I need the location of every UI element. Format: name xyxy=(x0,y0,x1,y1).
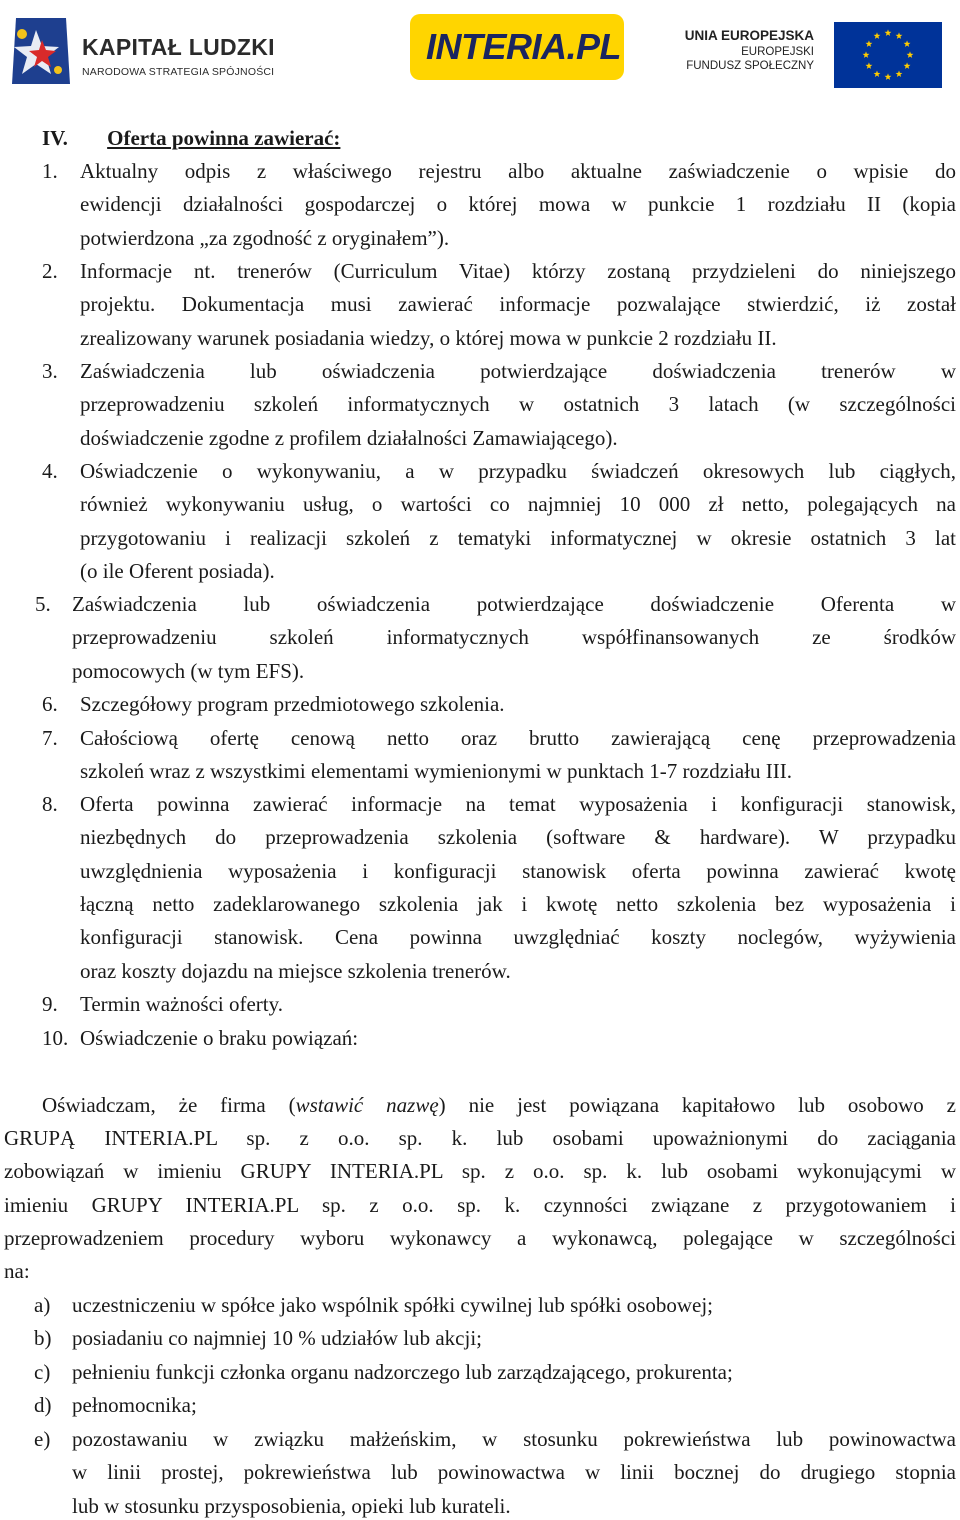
item-text-line: Aktualny odpis z właściwego rejestru albo aktualne zaświadczenie o wpisie do xyxy=(80,159,956,183)
item-number: 4. xyxy=(42,459,58,483)
sub-item-text-line: w linii prostej, pokrewieństwa lub powinowactwa w linii bocznej do drugiego stopnia xyxy=(72,1460,956,1485)
item-number: 7. xyxy=(42,726,58,750)
item-text-line: Oświadczenie o braku powiązań: xyxy=(80,1026,359,1050)
item-text-line: doświadczenie zgodne z profilem działalności Zamawiającego). xyxy=(80,425,618,450)
item-text-line: przeprowadzeniu szkoleń informatycznych współfinansowanych ze środków xyxy=(72,625,956,650)
item-number: 2. xyxy=(42,259,58,283)
item-text-line: Całościową ofertę cenową netto oraz brutto zawierającą cenę przeprowadzenia xyxy=(80,726,956,750)
item-text-line: szkoleń wraz z wszystkimi elementami wymienionymi w punktach 1-7 rozdziału III. xyxy=(80,759,793,784)
statement-text: Oświadczam, że firma ( xyxy=(42,1093,296,1117)
item-text-line: ewidencji działalności gospodarczej o której mowa w punkcie 1 rozdziału II (kopia xyxy=(80,192,956,217)
statement-placeholder: wstawić nazwę xyxy=(295,1093,439,1117)
item-text-line: (o ile Oferent posiada). xyxy=(80,558,275,583)
item-text-line: uwzględnienia wyposażenia i konfiguracji stanowisk oferta powinna zawierać kwotę xyxy=(80,858,956,883)
statement-first-line xyxy=(42,1091,956,1119)
statement-line: przeprowadzeniem procedury wyboru wykonawcy a wykonawcą, polegające w szczególności xyxy=(4,1225,956,1250)
item-text-line: przygotowaniu i realizacji szkoleń z tematyki informatycznej w okresie ostatnich 3 lat xyxy=(80,525,956,550)
item-number: 8. xyxy=(42,792,58,816)
item-number: 6. xyxy=(42,692,58,716)
header-logos xyxy=(0,0,960,100)
sub-item-text-line: pełnomocnika; xyxy=(72,1393,197,1417)
item-text-line: oraz koszty dojazdu na miejsce szkolenia trenerów. xyxy=(80,958,511,983)
item-text-line: konfiguracji stanowisk. Cena powinna uwzględniać koszty noclegów, wyżywienia xyxy=(80,925,956,950)
item-text-line: Zaświadczenia lub oświadczenia potwierdzające doświadczenia trenerów w xyxy=(80,359,956,383)
sub-item-letter: d) xyxy=(34,1393,52,1417)
sub-item-text-line: uczestniczeniu w spółce jako wspólnik spółki cywilnej lub spółki osobowej; xyxy=(72,1293,713,1317)
item-text-line: Oświadczenie o wykonywaniu, a w przypadku świadczeń okresowych lub ciągłych, xyxy=(80,459,956,483)
eu-logo xyxy=(684,8,956,92)
sub-item-letter: b) xyxy=(34,1326,52,1350)
sub-item-text-line: posiadaniu co najmniej 10 % udziałów lub akcji; xyxy=(72,1326,482,1350)
item-text-line: pomocowych (w tym EFS). xyxy=(72,658,305,683)
item-text-line: Zaświadczenia lub oświadczenia potwierdzające doświadczenie Oferenta w xyxy=(72,592,956,616)
interia-logo-text: INTERIA.PL xyxy=(426,26,622,67)
eu-subtitle-2: FUNDUSZ SPOŁECZNY xyxy=(686,60,814,72)
item-number: 3. xyxy=(42,359,58,383)
item-text-line: Oferta powinna zawierać informacje na temat wyposażenia i konfiguracji stanowisk, xyxy=(80,792,956,816)
statement-line: zobowiązań w imieniu GRUPY INTERIA.PL sp. z o.o. sp. k. lub osobami wykonującymi w xyxy=(4,1159,956,1184)
kl-subtitle: NARODOWA STRATEGIA SPÓJNOŚCI xyxy=(82,66,275,78)
eu-flag-icon xyxy=(834,22,942,88)
item-text-line: projektu. Dokumentacja musi zawierać informacje pozwalające stwierdzić, iż został xyxy=(80,292,956,317)
section-number: IV. xyxy=(42,126,68,150)
item-text-line: zrealizowany warunek posiadania wiedzy, o której mowa w punkcie 2 rozdziału II. xyxy=(80,325,777,350)
sub-item-letter: c) xyxy=(34,1360,51,1384)
kl-title: KAPITAŁ LUDZKI xyxy=(82,34,275,60)
sub-item-text-line: pełnieniu funkcji członka organu nadzorczego lub zarządzającego, prokurenta; xyxy=(72,1360,733,1384)
sub-item-text-line: pozostawaniu w związku małżeńskim, w stosunku pokrewieństwa lub powinowactwa xyxy=(72,1427,956,1451)
item-text-line: również wykonywaniu usług, o wartości co najmniej 10 000 zł netto, polegających na xyxy=(80,492,956,517)
item-text-line: łączną netto zadeklarowanego szkolenia jak i kwotę netto szkolenia bez wyposażenia i xyxy=(80,891,956,916)
kapital-ludzki-star-icon xyxy=(6,10,76,90)
section-heading xyxy=(42,124,340,152)
eu-title: UNIA EUROPEJSKA xyxy=(684,28,814,43)
interia-logo xyxy=(410,14,624,80)
sub-item-text-line: lub w stosunku przysposobienia, opieki lub kurateli. xyxy=(72,1493,511,1518)
item-text-line: potwierdzona „za zgodność z oryginałem”). xyxy=(80,225,450,250)
item-number: 9. xyxy=(42,992,58,1016)
statement-line: imieniu GRUPY INTERIA.PL sp. z o.o. sp. k. czynności związane z przygotowaniem i xyxy=(4,1192,956,1217)
eu-subtitle-1: EUROPEJSKI xyxy=(741,46,814,58)
item-text-line: niezbędnych do przeprowadzenia szkolenia (software & hardware). W przypadku xyxy=(80,825,956,850)
item-text-line: przeprowadzeniu szkoleń informatycznych w ostatnich 3 latach (w szczególności xyxy=(80,392,956,417)
item-number: 10. xyxy=(42,1026,69,1050)
section-title: Oferta powinna zawierać: xyxy=(107,126,341,150)
statement-line: GRUPĄ INTERIA.PL sp. z o.o. sp. k. lub osobami upoważnionymi do zaciągania xyxy=(4,1126,956,1150)
statement-text: ) nie jest powiązana kapitałowo lub osobowo z xyxy=(438,1093,956,1117)
kapital-ludzki-logo xyxy=(6,10,276,90)
statement-line: na: xyxy=(4,1259,30,1284)
item-text-line: Informacje nt. trenerów (Curriculum Vitae) którzy zostaną przydzieleni do niniejszego xyxy=(80,259,956,283)
sub-item-letter: e) xyxy=(34,1427,51,1451)
sub-item-letter: a) xyxy=(34,1293,51,1317)
item-text-line: Termin ważności oferty. xyxy=(80,992,284,1016)
item-text-line: Szczegółowy program przedmiotowego szkolenia. xyxy=(80,692,505,716)
item-number: 5. xyxy=(35,592,51,616)
item-number: 1. xyxy=(42,159,58,183)
